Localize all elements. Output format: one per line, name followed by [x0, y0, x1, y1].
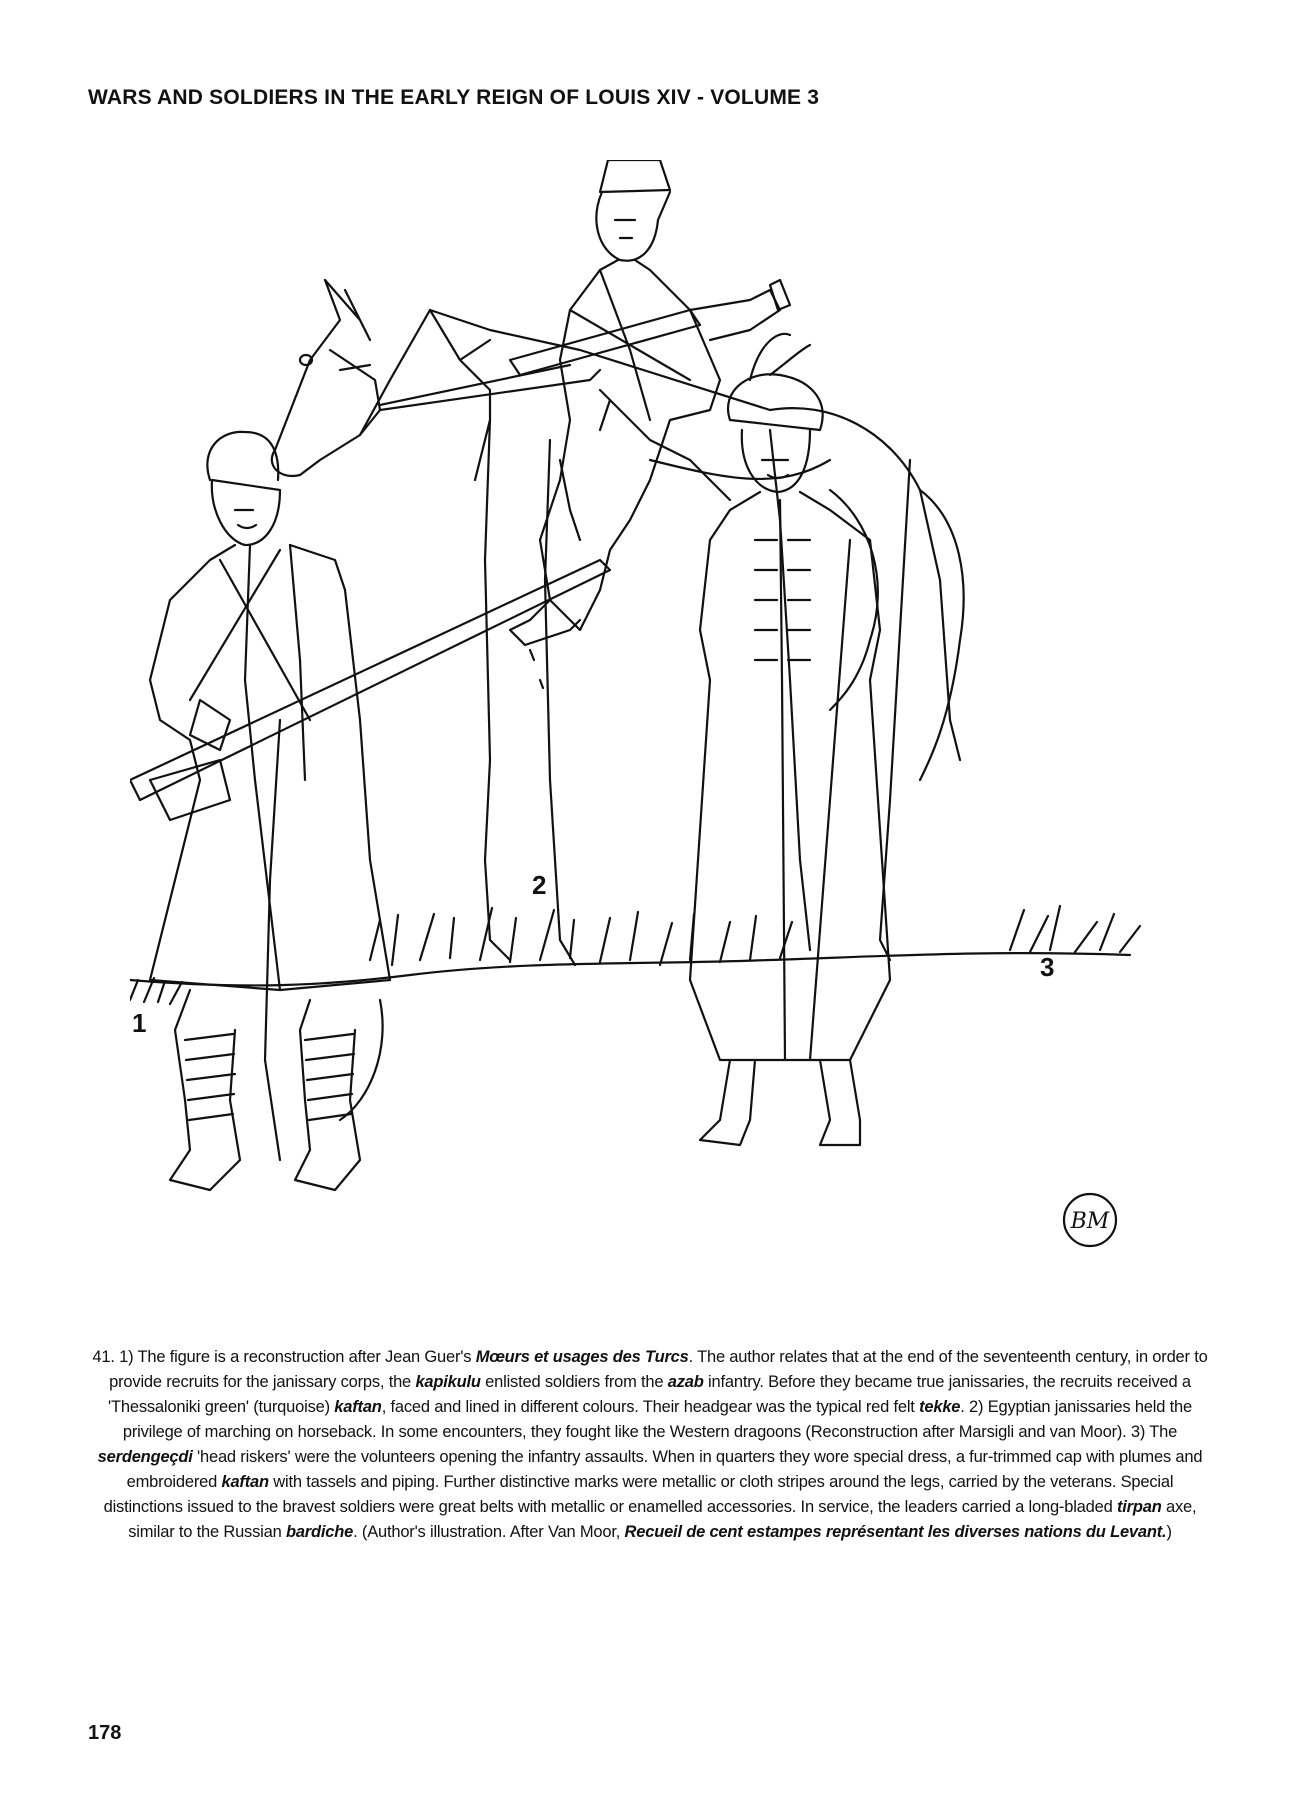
caption-text: , faced and lined in different colours. Their headgear was the typical red felt [381, 1398, 920, 1416]
horse-figure [272, 280, 964, 965]
janissary-musketeer-figure [130, 432, 610, 1190]
caption-term: kapikulu [415, 1373, 481, 1391]
caption-term: kaftan [221, 1473, 269, 1491]
caption-text: 'head riskers' were the volunteers opening the infantry assaults. When in quarters they wore special dress, a fur-trimmed cap with plumes and embroidered [126, 1448, 1203, 1491]
figure-label-1: 1 [132, 1008, 147, 1038]
caption-term: serdengeçdi [97, 1448, 193, 1466]
caption-term: azab [667, 1373, 704, 1391]
illustration-plate [130, 160, 1170, 1270]
caption-term: bardiche [285, 1523, 354, 1541]
caption-text: axe, similar to the Russian [128, 1498, 1197, 1541]
serdengecdi-figure [690, 334, 890, 1145]
caption [90, 1345, 1210, 1545]
caption-term: tekke [919, 1398, 961, 1416]
figure-label-2: 2 [532, 870, 547, 900]
page-number: 178 [88, 1722, 122, 1744]
caption-text: infantry. Before they became true janissaries, the recruits received a 'Thessaloniki green' (turquoise) [108, 1373, 1191, 1416]
caption-text: 41. 1) The figure is a reconstruction after Jean Guer's [92, 1348, 476, 1366]
figure-label-3: 3 [1040, 952, 1055, 982]
caption-text: enlisted soldiers from the [480, 1373, 668, 1391]
caption-text: . 2) Egyptian janissaries held the privilege of marching on horseback. In some encounters, they fought like the Western dragoons (Reconstruction after Marsigli and van Moor). 3) The [122, 1398, 1192, 1441]
caption-text: ) [1166, 1523, 1172, 1541]
caption-text: with tassels and piping. Further distinctive marks were metallic or cloth stripes around the legs, carried by the veterans. Special distinctions issued to the bravest soldiers were great belts with metallic or enamelled accessories. In service, the leaders carried a long-bladed [103, 1473, 1174, 1516]
caption-text: . (Author's illustration. After Van Moor, [353, 1523, 625, 1541]
running-head: WARS AND SOLDIERS IN THE EARLY REIGN OF LOUIS XIV - VOLUME 3 [88, 86, 820, 109]
caption-term: tirpan [1116, 1498, 1162, 1516]
caption-term: Mœurs et usages des Turcs [475, 1348, 689, 1366]
monogram-text: BM [1070, 1209, 1110, 1234]
caption-text: . The author relates that at the end of the seventeenth century, in order to provide recruits for the janissary corps, the [109, 1348, 1208, 1391]
artist-monogram [1064, 1194, 1116, 1246]
caption-term: kaftan [334, 1398, 382, 1416]
caption-term: Recueil de cent estampes représentant les diverses nations du Levant. [624, 1523, 1167, 1541]
